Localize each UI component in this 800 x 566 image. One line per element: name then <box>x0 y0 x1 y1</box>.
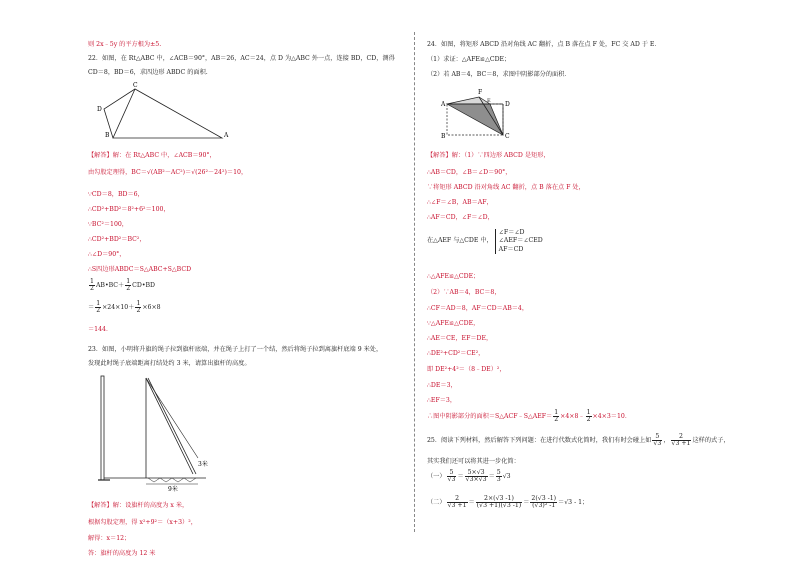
frac-num: 5 <box>652 434 662 441</box>
q25-text-2: 其实我们还可以将其进一步化简： <box>427 458 520 465</box>
frac-den: √3 <box>653 440 662 448</box>
expr-part: ＝√3 - 1； <box>558 499 589 507</box>
frac-den: √3 +1 <box>671 440 691 448</box>
expr-part: ×4×8﹣ <box>560 413 585 421</box>
q24-figure <box>427 84 527 142</box>
q24-brace-2: ∠AEF＝∠CED <box>498 237 543 245</box>
q23-text-2: 发现此时绳子底端距离打结处约 3 米，请算出旗杆的高度。 <box>88 360 251 367</box>
q22-text-1: 22．如图，在 Rt△ABC 中，∠ACB＝90°，AB＝26，AC＝24，点 D 为△ABC 外一点，连接 BD，CD，测得 <box>88 55 395 62</box>
q24-solution-6: 在△AEF 与△CDE 中， <box>427 237 493 245</box>
frac-num: 2(√3 -1) <box>531 495 557 502</box>
q22-solution-10 <box>88 301 161 314</box>
frac-num: 2 <box>671 434 692 441</box>
q22-label-b: B <box>105 132 110 139</box>
q22-solution-5: ∵BC²＝100， <box>88 221 128 228</box>
expr-part: √3 <box>502 473 511 481</box>
q24-solution-12: ∴DE²+CD²＝CE²， <box>427 350 485 357</box>
frac-num: 1 <box>126 278 131 285</box>
frac-num: 1 <box>96 300 101 307</box>
frac-den: (√3 +1)(√3 -1) <box>476 502 522 510</box>
frac-den: 2 <box>90 285 94 293</box>
q24-solution-7: ∴△AFE≌△CDE； <box>427 273 480 280</box>
frac-den: √3×√3 <box>465 476 487 484</box>
expr-part: ＝ <box>523 499 530 507</box>
expr-part: （二） <box>427 499 446 507</box>
q24-brace-1: ∠F＝∠D <box>498 229 525 236</box>
q24-solution-1: 【解答】解：（1）∵四边形 ABCD 是矩形， <box>427 152 550 159</box>
column-divider <box>414 32 415 532</box>
expr-part: AB•BC＋ <box>95 282 125 290</box>
frac-den: √3 +1 <box>447 502 467 510</box>
q24-solution-14: ∴DE＝3， <box>427 382 457 389</box>
frac-num: 1 <box>586 409 591 416</box>
q24-solution-8: （2）∵AB＝4，BC＝8， <box>427 289 501 296</box>
expr-part: 这样的式子， <box>692 437 730 445</box>
q23-label-3m: 3米 <box>198 461 208 468</box>
q24-solution-13: 即 DE²+4²＝（8﹣DE）²， <box>427 366 506 373</box>
q24-solution-10: ∵△AFE≌△CDE， <box>427 320 480 327</box>
q22-label-c: C <box>133 82 138 89</box>
q22-solution-9 <box>88 279 155 292</box>
q22-solution-8: ∴S四边形ABDC＝S△ABC+S△BCD <box>88 266 192 273</box>
frac-num: 2×(√3 -1) <box>476 496 523 503</box>
expr-part: ×24×10＋ <box>102 304 135 312</box>
frac-num: 5×√3 <box>465 470 488 477</box>
frac-num: 1 <box>136 300 141 307</box>
q25-example-2 <box>427 496 588 509</box>
q22-label-a: A <box>224 132 229 139</box>
q23-solution-1: 【解答】解：设旗杆的高度为 x 米， <box>88 502 189 509</box>
frac-den: 2 <box>554 416 559 424</box>
q23-solution-4: 答：旗杆的高度为 12 米 <box>88 550 156 557</box>
expr-part: ＝ <box>468 499 475 507</box>
q22-solution-6: ∴CD²+BD²＝BC²， <box>88 236 146 243</box>
q21-answer-line: 则 2x﹣5y 的平方根为±5. <box>88 41 162 48</box>
frac-num: 5 <box>447 470 457 477</box>
expr-part: ×6×8 <box>142 304 161 312</box>
q25-text-1 <box>427 434 730 447</box>
expr-part: 25．阅读下列材料，然后解答下列问题：在进行代数式化简时，我们有时会碰上如 <box>427 437 652 445</box>
frac-den: (√3)² -1 <box>532 502 556 510</box>
q24-brace <box>495 229 543 254</box>
q24-label-b: B <box>441 133 446 140</box>
expr-part: ＝ <box>88 304 95 312</box>
q24-brace-3: AF＝CD <box>498 245 524 253</box>
frac-num: 2 <box>447 496 468 503</box>
frac-den: 2 <box>96 307 101 315</box>
q23-solution-2: 根据勾股定理，得 x²+9²＝（x+3）²， <box>88 519 197 526</box>
q24-text-2: （1）求证：△AFE≌△CDE； <box>427 56 511 63</box>
q24-text-3: （2）若 AB＝4，BC＝8，求图中阴影部分的面积． <box>427 71 571 78</box>
frac-num: 5 <box>496 469 501 476</box>
q22-label-d: D <box>97 106 102 113</box>
q22-solution-11: ＝144． <box>88 326 113 333</box>
frac-den: 2 <box>136 307 141 315</box>
q24-label-e: E <box>487 98 491 104</box>
q24-solution-11: ∴AE＝CE，EF＝DE， <box>427 335 493 342</box>
q23-label-9m: 9米 <box>168 486 178 492</box>
expr-part: ＝ <box>457 473 464 481</box>
frac-den: 2 <box>586 416 591 424</box>
q22-solution-7: ∴∠D＝90°， <box>88 251 126 258</box>
q24-solution-5: ∴AF＝CD，∠F＝∠D， <box>427 214 494 221</box>
q23-solution-3: 解得：x＝12； <box>88 535 131 542</box>
q24-solution-15: ∴EF＝3， <box>427 397 457 404</box>
frac-num: 1 <box>554 409 559 416</box>
q22-solution-2: 由勾股定理得，BC＝√(AB²－AC²)＝√(26²－24²)＝10， <box>88 169 248 176</box>
q22-text-2: CD＝8，BD＝6，求四边形 ABDC 的面积. <box>88 69 208 76</box>
q24-label-c: C <box>505 133 510 140</box>
q24-solution-16 <box>427 410 631 423</box>
q22-solution-4: ∴CD²+BD²＝8²+6²＝100， <box>88 206 170 213</box>
q23-figure <box>88 374 218 492</box>
q22-figure <box>88 81 238 139</box>
expr-part: ∴图中阴影部分的面积＝S△ACF﹣S△AEF＝ <box>427 413 553 421</box>
frac-den: 3 <box>496 476 501 484</box>
q24-congruence-block <box>427 229 543 254</box>
q23-text-1: 23．如图，小明将升旗的绳子拉到旗杆底端，并在绳子上打了一个结，然后将绳子拉到离旗杆底端 9 米处， <box>88 346 383 353</box>
q24-solution-4: ∴∠F＝∠B，AB＝AF， <box>427 199 493 206</box>
q24-solution-2: ∴AB＝CD，∠B＝∠D＝90°， <box>427 169 512 176</box>
q22-solution-1: 【解答】解：在 Rt△ABC 中，∠ACB＝90°， <box>88 152 216 159</box>
q25-example-1 <box>427 470 511 483</box>
q22-solution-3: ∵CD＝8，BD＝6， <box>88 191 144 198</box>
frac-den: 2 <box>126 285 131 293</box>
expr-part: ×4×3＝10． <box>592 413 632 421</box>
frac-num: 1 <box>90 278 94 285</box>
q24-label-d: D <box>505 101 510 108</box>
q24-solution-9: ∴CF＝AD＝8，AF＝CD＝AB＝4， <box>427 305 529 312</box>
q24-label-a: A <box>441 101 446 108</box>
frac-den: √3 <box>447 476 456 484</box>
expr-part: ， <box>663 437 670 445</box>
q24-solution-3: ∵将矩形 ABCD 沿对角线 AC 翻折，点 B 落在点 F 处， <box>427 184 585 191</box>
q24-text-1: 24．如图，将矩形 ABCD 沿对角线 AC 翻折，点 B 落在点 F 处，FC 交 AD 于 E． <box>427 41 661 48</box>
expr-part: ＝ <box>488 473 495 481</box>
q24-label-f: F <box>478 89 483 96</box>
expr-part: （一） <box>427 473 446 481</box>
expr-part: CD•BD <box>132 282 155 290</box>
